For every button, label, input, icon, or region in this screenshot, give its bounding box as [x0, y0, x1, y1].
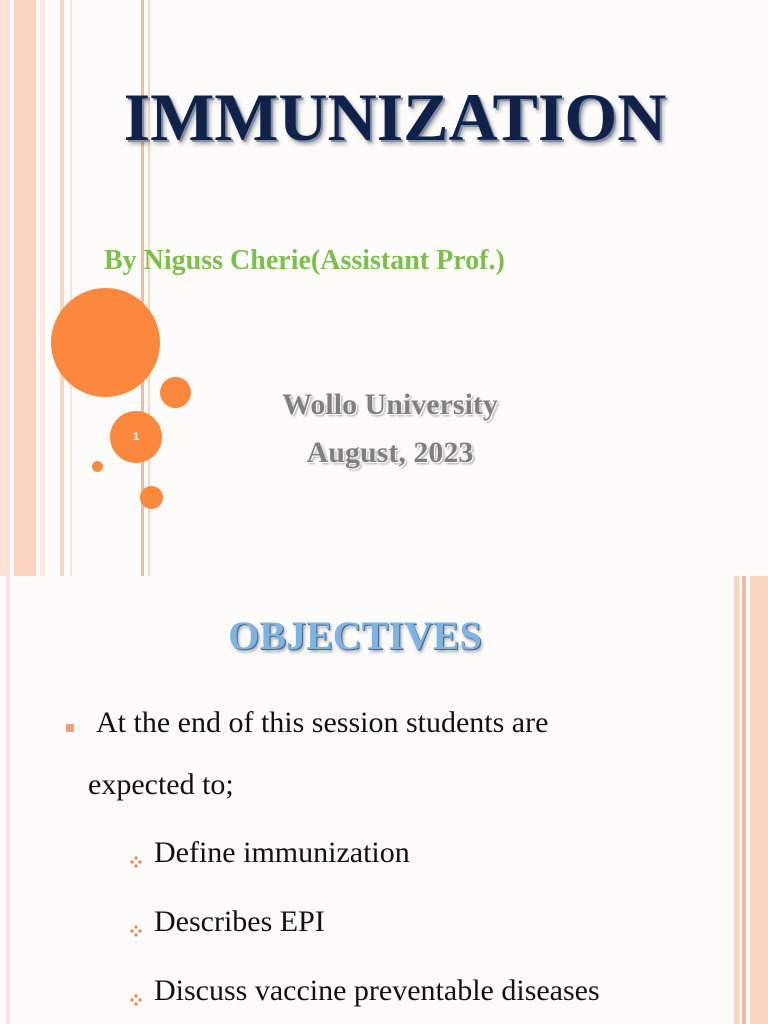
- presentation-date: August, 2023: [306, 436, 474, 469]
- decor-stripe: [750, 576, 768, 1024]
- diamond-bullet-icon: [130, 994, 142, 1006]
- objectives-heading: OBJECTIVES: [228, 613, 482, 658]
- institution-name: Wollo University: [282, 388, 498, 421]
- slide-title-heading: IMMUNIZATION: [123, 79, 667, 155]
- decor-stripe: [734, 576, 739, 1024]
- decor-circle-large: [51, 288, 160, 397]
- objective-item: Describes EPI: [154, 905, 325, 938]
- objective-item: Discuss vaccine preventable diseases: [154, 974, 600, 1007]
- diamond-bullet-icon: [130, 856, 142, 868]
- objective-item: Define immunization: [154, 836, 410, 869]
- slide-objectives: [0, 576, 768, 1024]
- objectives-intro-line2: expected to;: [88, 768, 234, 801]
- diamond-bullet-icon: [130, 925, 142, 937]
- objectives-intro-line1: At the end of this session students are: [96, 706, 549, 739]
- author-line: By Niguss Cherie(Assistant Prof.): [104, 245, 505, 276]
- square-bullet-icon: [66, 724, 74, 732]
- slide-number: 1: [110, 411, 162, 463]
- decor-stripe: [742, 576, 746, 1024]
- decor-stripe: [6, 576, 10, 1024]
- decor-circle-tiny: [92, 461, 103, 472]
- decor-circle-small: [140, 486, 163, 509]
